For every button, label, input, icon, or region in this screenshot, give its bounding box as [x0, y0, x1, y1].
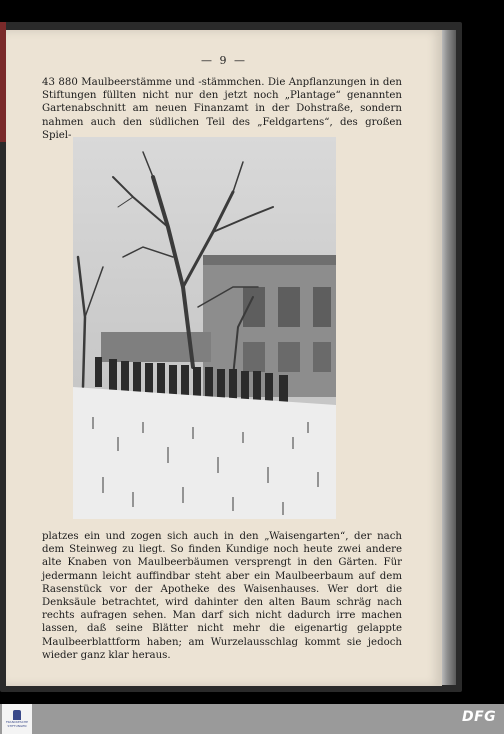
paragraph-top: 43 880 Maulbeerstämme und -stämmchen. Die Anpflanzungen in den Stiftungen füllten nicht nur den jetzt noch „Plantage“ genannten Gartenabschnitt am neuen Finanzamt in der Dohstraße, sondern nahmen auch den südlichen Teil des „Feldgartens“, des großen Spiel- [42, 77, 402, 141]
viewer-footer-bar [0, 704, 504, 734]
francke-logo-text: FRANCKESCHE STIFTUNGEN [5, 720, 29, 728]
page-number: — 9 — [201, 54, 247, 67]
book-spine [440, 30, 456, 685]
paragraph-bottom: platzes ein und zogen sich auch in den „Waisengarten“, der nach dem Steinweg zu liegt. So finden Kundige noch heute zwei andere alte Knaben von Maulbeerbäumen versprengt in den Gärten. Für jedermann leicht auffindbar steht aber ein Maulbeerbaum auf dem Rasenstück vor der Apotheke des Waisenhauses. Wer dort die Denksäule betrachtet, wird dahinter den alten Baum schräg nach rechts aufragen sehen. Man darf sich nicht dadurch irre machen lassen, daß seine Blätter nicht mehr die eigenartig gelappte Maulbeerblattform haben; am Wurzelausschlag kommt sie jedoch wieder ganz klar heraus. [42, 531, 402, 661]
photo-snowy-garden [73, 137, 336, 519]
building-icon [13, 710, 21, 720]
book-page [6, 30, 442, 686]
dfg-logo[interactable]: DFG [462, 709, 497, 725]
francke-logo[interactable] [2, 704, 32, 734]
